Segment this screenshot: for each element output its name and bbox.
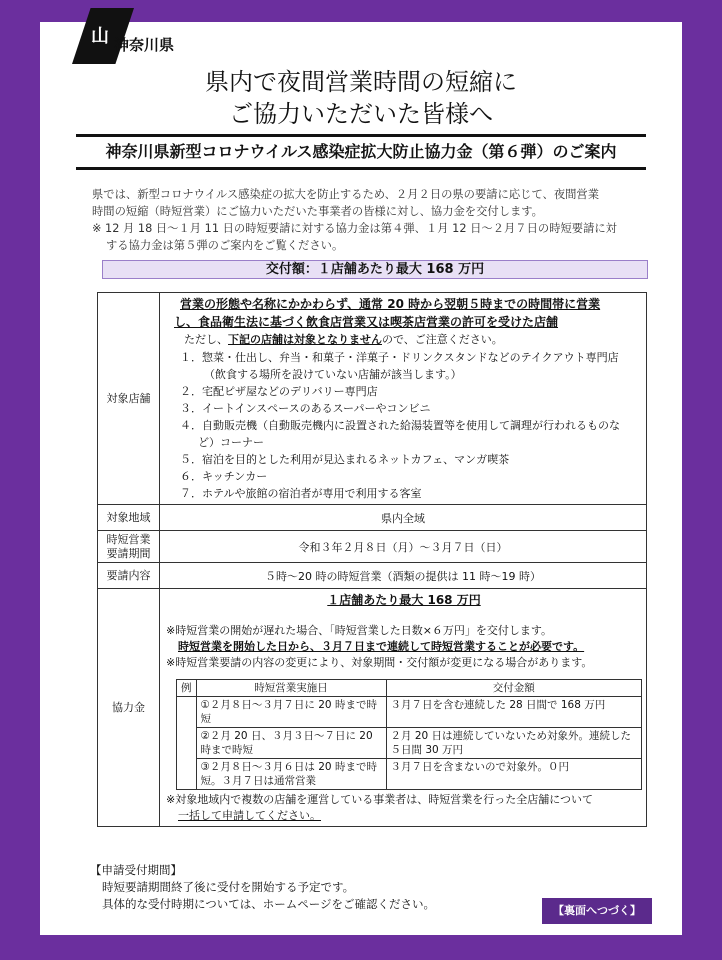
grant-cell — [160, 589, 647, 827]
example-table — [176, 679, 642, 790]
table-row — [98, 531, 647, 563]
store-cell — [160, 293, 647, 505]
intro-text — [92, 186, 662, 254]
example-amount: ３月７日を含まないので対象外。０円 — [386, 759, 642, 790]
list-item: （飲食する場所を設けていない店舗が該当します。） — [204, 368, 462, 381]
example-header-cell: 交付金額 — [386, 680, 642, 697]
list-item: ど）コーナー — [198, 436, 264, 449]
row-label: 対象地域 — [98, 505, 160, 531]
example-row — [177, 697, 642, 728]
example-header-cell: 時短営業実施日 — [196, 680, 386, 697]
table-row — [98, 293, 647, 505]
list-item: ２．宅配ピザ屋などのデリバリー専門店 — [180, 385, 378, 398]
table-row — [98, 563, 647, 589]
footer-line: 具体的な受付時期については、ホームページをご確認ください。 — [102, 897, 436, 911]
intro-line: 県では、新型コロナウイルス感染症の拡大を防止するため、２月２日の県の要請に応じて、夜間営業 — [92, 188, 600, 201]
table-row — [98, 505, 647, 531]
example-header-cell: 例 — [177, 680, 197, 697]
grant-note: 一括して申請してください。 — [178, 809, 321, 822]
example-index-cell — [177, 697, 197, 728]
continue-on-back-button[interactable]: 【裏面へつづく】 — [542, 898, 652, 924]
intro-note-line: する協力金は第５弾のご案内をご覧ください。 — [106, 239, 344, 252]
example-amount: ２月 20 日は連続していないため対象外。連続した５日間 30 万円 — [386, 728, 642, 759]
list-item: ３．イートインスペースのあるスーパーやコンビニ — [180, 402, 431, 415]
example-date: ③２月８日～３月６日は 20 時まで時短。３月７日は通常営業 — [196, 759, 386, 790]
note-emphasis: 下記の店舗は対象となりません — [228, 333, 382, 346]
label-line: 時短営業 — [106, 532, 151, 546]
table-row — [98, 589, 647, 827]
store-condition: し、食品衛生法に基づく飲食店営業又は喫茶店営業の許可を受けた店舗 — [174, 315, 559, 329]
row-label — [98, 531, 160, 563]
subtitle: 神奈川県新型コロナウイルス感染症拡大防止協力金（第６弾）のご案内 — [76, 134, 646, 170]
example-row — [177, 728, 642, 759]
list-item: ７．ホテルや旅館の宿泊者が専用で利用する客室 — [180, 487, 422, 500]
grant-note: ※時短営業要請の内容の変更により、対象期間・交付額が変更になる場合があります。 — [166, 656, 593, 669]
example-index-cell — [177, 728, 197, 759]
grant-note: ※対象地域内で複数の店舗を運営している事業者は、時短営業を行った全店舗について — [166, 793, 593, 806]
example-header-row — [177, 680, 642, 697]
note-text: ので、ご注意ください。 — [382, 333, 503, 346]
list-item: ５．宿泊を目的とした利用が見込まれるネットカフェ、マンガ喫茶 — [180, 453, 510, 466]
row-label: 協力金 — [98, 589, 160, 827]
page-title — [40, 66, 682, 130]
intro-line: 時間の短縮（時短営業）にご協力いただいた事業者の皆様に対し、協力金を交付します。 — [92, 205, 543, 218]
store-condition: 営業の形態や名称にかかわらず、通常 20 時から翌朝５時までの時間帯に営業 — [180, 297, 601, 311]
grant-note-emphasis: 時短営業を開始した日から、３月７日まで連続して時短営業することが必要です。 — [178, 640, 585, 653]
grant-headline: １店舗あたり最大 168 万円 — [327, 593, 481, 607]
list-item: １．惣菜・仕出し、弁当・和菓子・洋菓子・ドリンクスタンドなどのテイクアウト専門店 — [180, 351, 619, 364]
example-date: ②２月 20 日、３月３日～７日に 20 時まで時短 — [196, 728, 386, 759]
flyer-page — [40, 22, 682, 935]
row-label: 要請内容 — [98, 563, 160, 589]
list-item: ６．キッチンカー — [180, 470, 268, 483]
area-value: 県内全域 — [160, 505, 647, 531]
period-value: 令和３年２月８日（月）～３月７日（日） — [160, 531, 647, 563]
example-amount: ３月７日を含む連続した 28 日間で 168 万円 — [386, 697, 642, 728]
example-row — [177, 759, 642, 790]
kanagawa-emblem-icon: ⼭ — [91, 26, 109, 47]
amount-band: 交付額：１店舗あたり最大 168 万円 — [102, 260, 648, 279]
title-line-1: 県内で夜間営業時間の短縮に — [205, 68, 517, 96]
title-line-2: ご協力いただいた皆様へ — [229, 100, 493, 128]
footer-heading: 【申請受付期間】 — [90, 863, 182, 877]
logo-text: 神奈川県 — [114, 36, 175, 54]
list-item: ４．自動販売機（自動販売機内に設置された給湯装置等を使用して調理が行われるものな — [180, 419, 620, 432]
footer-line: 時短要請期間終了後に受付を開始する予定です。 — [102, 880, 355, 894]
example-index-cell — [177, 759, 197, 790]
row-label: 対象店舗 — [98, 293, 160, 505]
store-note — [174, 331, 638, 349]
application-period — [90, 862, 560, 913]
request-value: ５時～20 時の時短営業（酒類の提供は 11 時～19 時） — [160, 563, 647, 589]
label-line: 要請期間 — [106, 546, 151, 560]
info-table — [97, 292, 647, 827]
note-text: ただし、 — [184, 333, 228, 346]
grant-note: ※時短営業の開始が遅れた場合、「時短営業した日数×６万円」を交付します。 — [166, 624, 553, 637]
example-date: ①２月８日～３月７日に 20 時まで時短 — [196, 697, 386, 728]
intro-note-line: ※ 12 月 18 日～１月 11 日の時短要請に対する協力金は第４弾、１月 12 日～２月７日の時短要請に対 — [92, 222, 617, 235]
